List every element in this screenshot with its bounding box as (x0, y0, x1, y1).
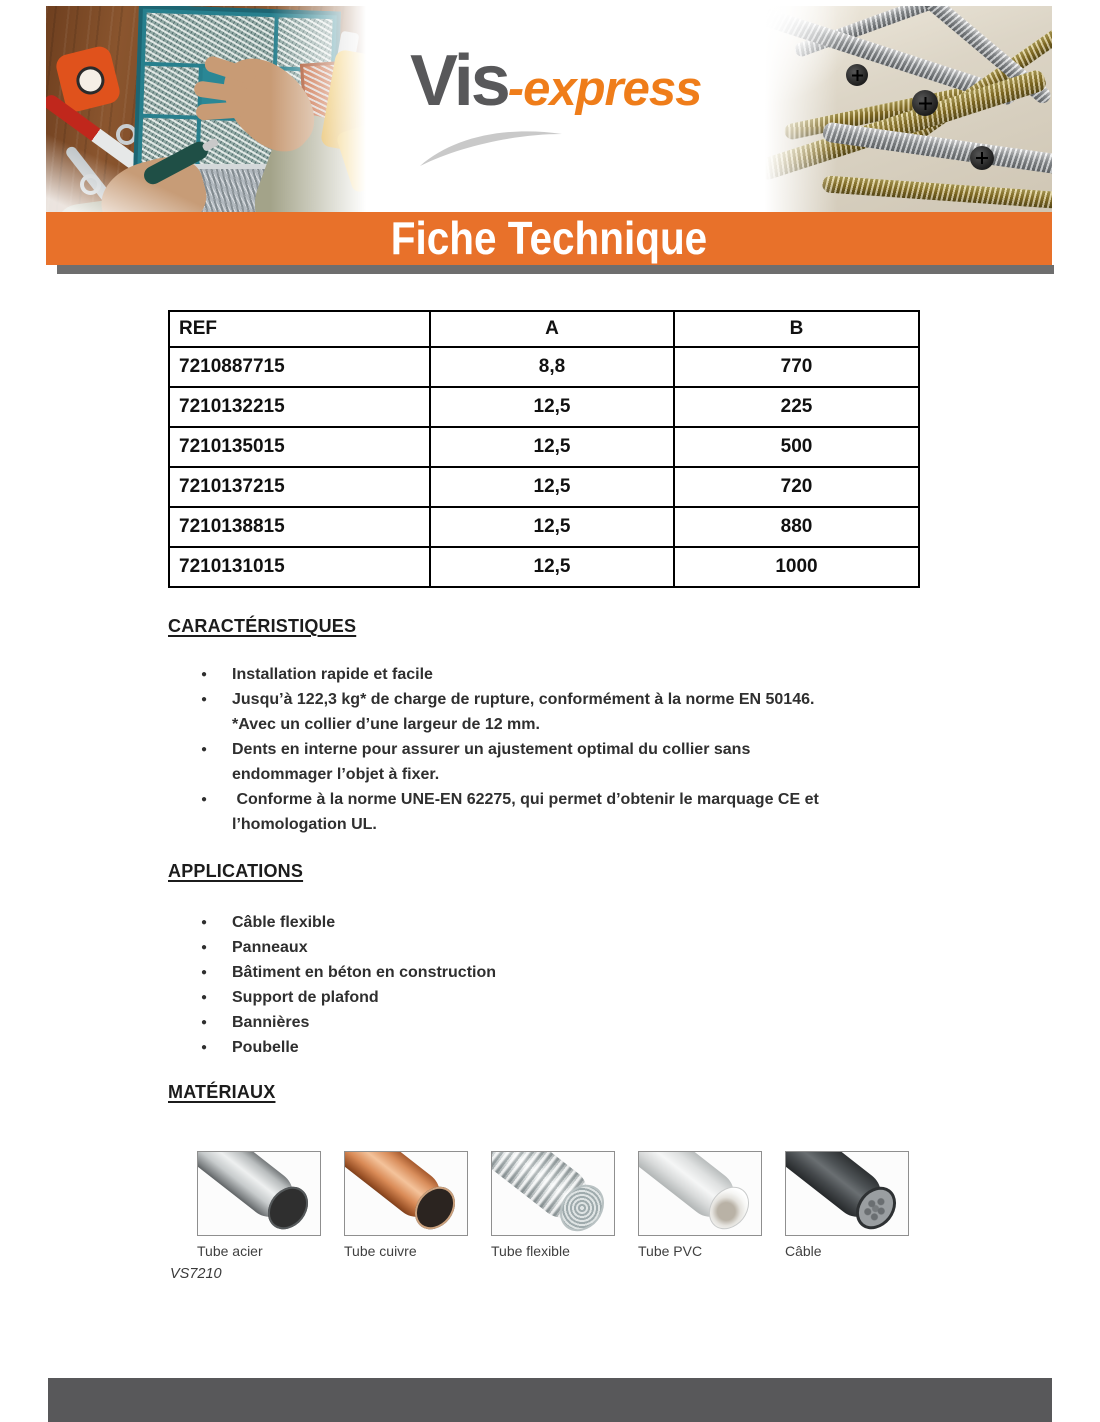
table-cell: 880 (674, 507, 919, 547)
cable-image (785, 1151, 909, 1236)
list-item-text: Dents en interne pour assurer un ajustement optimal du collier sans endommager l’objet à fixer. (232, 741, 755, 783)
table-cell: 7210887715 (169, 347, 430, 387)
table-cell: 8,8 (430, 347, 674, 387)
list-item (168, 1035, 840, 1060)
photo-fade-overlay (46, 6, 376, 212)
banner-shadow-bar (57, 265, 1054, 274)
list-item (168, 787, 840, 837)
list-item (168, 935, 840, 960)
table-cell: 12,5 (430, 387, 674, 427)
acier-image (197, 1151, 321, 1236)
material-label: Tube acier (197, 1243, 263, 1259)
material-card (785, 1151, 909, 1259)
list-item (168, 737, 840, 787)
table-cell: 225 (674, 387, 919, 427)
material-card (197, 1151, 321, 1259)
list-item-text: Bâtiment en béton en construction (232, 964, 497, 981)
list-item-text: Câble flexible (232, 914, 336, 931)
table-column-header: A (430, 311, 674, 347)
screws-photo (762, 6, 1052, 212)
flexible-image (491, 1151, 615, 1236)
list-item-text: Bannières (232, 1014, 310, 1031)
list-item (168, 662, 840, 687)
material-label: Tube cuivre (344, 1243, 417, 1259)
table-cell: 720 (674, 467, 919, 507)
cuivre-image (344, 1151, 468, 1236)
material-label: Tube flexible (491, 1243, 570, 1259)
table-row (169, 467, 919, 507)
table-cell: 12,5 (430, 547, 674, 587)
table-cell: 7210132215 (169, 387, 430, 427)
section-title-applications: APPLICATIONS (168, 861, 304, 881)
material-card (344, 1151, 468, 1259)
material-card (491, 1151, 615, 1259)
table-row (169, 347, 919, 387)
banner-title: Fiche Technique (390, 212, 708, 264)
spec-table-body (169, 347, 919, 587)
table-cell: 7210138815 (169, 507, 430, 547)
table-cell: 770 (674, 347, 919, 387)
table-row (169, 507, 919, 547)
characteristics-list (168, 662, 840, 837)
table-cell: 500 (674, 427, 919, 467)
list-item-text: Jusqu’à 122,3 kg* de charge de rupture, conformément à la norme EN 50146. *Avec un collier d’une largeur de 12 mm. (232, 691, 819, 733)
material-card (638, 1151, 762, 1259)
table-cell: 7210135015 (169, 427, 430, 467)
list-item-text: Conforme à la norme UNE-EN 62275, qui permet d’obtenir le marquage CE et l’homologation UL. (232, 791, 824, 833)
list-item (168, 910, 840, 935)
material-label: Câble (785, 1243, 822, 1259)
section-title-caracteristiques: CARACTÉRISTIQUES (168, 616, 357, 636)
material-label: Tube PVC (638, 1243, 703, 1259)
workbench-photo (46, 6, 376, 212)
table-header-row (169, 311, 919, 347)
section-title-materiaux: MATÉRIAUX (168, 1082, 276, 1102)
fiche-technique-banner (46, 212, 1052, 265)
table-cell: 12,5 (430, 507, 674, 547)
logo (376, 6, 762, 212)
doc-code: VS7210 (170, 1266, 222, 1282)
footer-bar (48, 1378, 1052, 1422)
table-cell: 7210131015 (169, 547, 430, 587)
list-item (168, 960, 840, 985)
table-cell: 12,5 (430, 467, 674, 507)
spec-table (168, 310, 920, 588)
table-row (169, 387, 919, 427)
table-cell: 7210137215 (169, 467, 430, 507)
list-item-text: Poubelle (232, 1039, 299, 1056)
list-item (168, 687, 840, 737)
table-column-header: B (674, 311, 919, 347)
list-item-text: Installation rapide et facile (232, 666, 433, 683)
pvc-image (638, 1151, 762, 1236)
table-row (169, 427, 919, 467)
table-column-header: REF (169, 311, 430, 347)
list-item-text: Panneaux (232, 939, 308, 956)
logo-swoosh-icon (416, 126, 566, 170)
logo-text (410, 40, 701, 122)
list-item (168, 985, 840, 1010)
logo-express: -express (507, 62, 702, 116)
applications-list (168, 910, 840, 1060)
list-item-text: Support de plafond (232, 989, 379, 1006)
table-cell: 12,5 (430, 427, 674, 467)
photo-fade-overlay (762, 6, 1052, 212)
table-cell: 1000 (674, 547, 919, 587)
table-row (169, 547, 919, 587)
list-item (168, 1010, 840, 1035)
materials-row (197, 1151, 909, 1259)
logo-vis: Vis (410, 41, 508, 121)
